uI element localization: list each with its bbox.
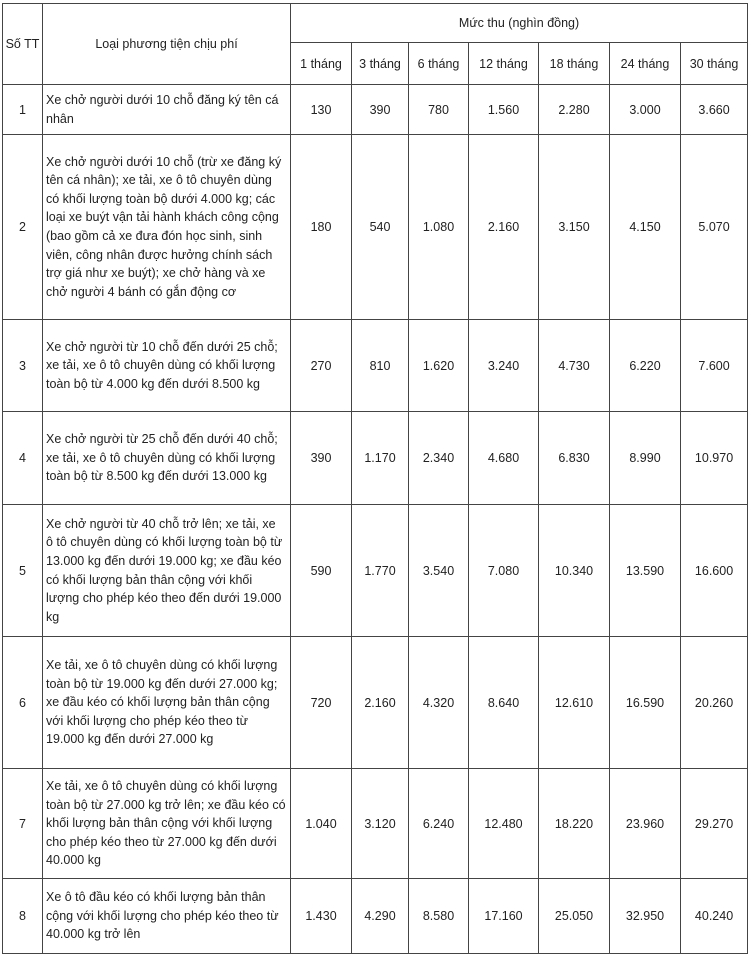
- row-fee-value: 390: [291, 412, 352, 505]
- table-body: [3, 85, 748, 954]
- row-stt: 3: [3, 320, 43, 412]
- row-fee-value: 29.270: [681, 769, 748, 879]
- row-fee-value: 17.160: [469, 879, 539, 954]
- header-period: 30 tháng: [681, 43, 748, 85]
- row-stt: 4: [3, 412, 43, 505]
- row-fee-value: 1.770: [352, 505, 409, 637]
- row-vehicle-description: Xe chở người từ 10 chỗ đến dưới 25 chỗ; xe tải, xe ô tô chuyên dùng có khối lượng toàn bộ từ 4.000 kg đến dưới 8.500 kg: [43, 320, 291, 412]
- row-fee-value: 10.970: [681, 412, 748, 505]
- table-header-row: [3, 4, 748, 43]
- row-fee-value: 2.160: [352, 637, 409, 769]
- header-period: 3 tháng: [352, 43, 409, 85]
- row-fee-value: 10.340: [539, 505, 610, 637]
- header-period: 6 tháng: [409, 43, 469, 85]
- row-fee-value: 390: [352, 85, 409, 135]
- row-fee-value: 40.240: [681, 879, 748, 954]
- header-period: 18 tháng: [539, 43, 610, 85]
- header-period: 1 tháng: [291, 43, 352, 85]
- fee-table: [2, 3, 748, 954]
- row-fee-value: 1.620: [409, 320, 469, 412]
- row-fee-value: 4.150: [610, 135, 681, 320]
- row-fee-value: 180: [291, 135, 352, 320]
- row-fee-value: 3.150: [539, 135, 610, 320]
- header-fee-group-label: Mức thu: [458, 16, 505, 30]
- row-vehicle-description: Xe ô tô đầu kéo có khối lượng bản thân cộng với khối lượng cho phép kéo theo từ 40.000 kg trở lên: [43, 879, 291, 954]
- row-fee-value: 25.050: [539, 879, 610, 954]
- row-fee-value: 2.280: [539, 85, 610, 135]
- row-stt: 5: [3, 505, 43, 637]
- row-fee-value: 20.260: [681, 637, 748, 769]
- row-fee-value: 3.000: [610, 85, 681, 135]
- row-fee-value: 4.290: [352, 879, 409, 954]
- header-period: 24 tháng: [610, 43, 681, 85]
- row-fee-value: 780: [409, 85, 469, 135]
- row-fee-value: 16.600: [681, 505, 748, 637]
- row-fee-value: 270: [291, 320, 352, 412]
- row-fee-value: 6.240: [409, 769, 469, 879]
- row-vehicle-description: Xe chở người dưới 10 chỗ đăng ký tên cá nhân: [43, 85, 291, 135]
- row-fee-value: 590: [291, 505, 352, 637]
- row-fee-value: 3.540: [409, 505, 469, 637]
- row-fee-value: 7.600: [681, 320, 748, 412]
- row-fee-value: 12.610: [539, 637, 610, 769]
- row-fee-value: 13.590: [610, 505, 681, 637]
- row-fee-value: 7.080: [469, 505, 539, 637]
- row-fee-value: 8.990: [610, 412, 681, 505]
- row-fee-value: 1.560: [469, 85, 539, 135]
- header-fee-unit: (nghìn đồng): [508, 16, 580, 30]
- row-fee-value: 32.950: [610, 879, 681, 954]
- row-fee-value: 1.170: [352, 412, 409, 505]
- row-fee-value: 4.730: [539, 320, 610, 412]
- row-fee-value: 8.580: [409, 879, 469, 954]
- row-stt: 8: [3, 879, 43, 954]
- row-vehicle-description: Xe tải, xe ô tô chuyên dùng có khối lượng toàn bộ từ 19.000 kg đến dưới 27.000 kg; xe đầu kéo có khối lượng bản thân cộng với khối lượng cho phép kéo theo từ 19.000 kg đến dưới 27.000 kg: [43, 637, 291, 769]
- row-fee-value: 5.070: [681, 135, 748, 320]
- row-stt: 2: [3, 135, 43, 320]
- row-fee-value: 6.220: [610, 320, 681, 412]
- row-fee-value: 8.640: [469, 637, 539, 769]
- table-row: [3, 135, 748, 320]
- row-stt: 7: [3, 769, 43, 879]
- row-fee-value: 3.660: [681, 85, 748, 135]
- row-fee-value: 2.160: [469, 135, 539, 320]
- row-fee-value: 4.680: [469, 412, 539, 505]
- row-fee-value: 720: [291, 637, 352, 769]
- row-fee-value: 1.040: [291, 769, 352, 879]
- row-fee-value: 130: [291, 85, 352, 135]
- table-row: [3, 637, 748, 769]
- row-stt: 6: [3, 637, 43, 769]
- table-row: [3, 320, 748, 412]
- header-vehicle-type: Loại phương tiện chịu phí: [43, 4, 291, 85]
- row-vehicle-description: Xe chở người từ 25 chỗ đến dưới 40 chỗ; xe tải, xe ô tô chuyên dùng có khối lượng toàn bộ từ 8.500 kg đến dưới 13.000 kg: [43, 412, 291, 505]
- row-fee-value: 540: [352, 135, 409, 320]
- row-fee-value: 12.480: [469, 769, 539, 879]
- row-vehicle-description: Xe tải, xe ô tô chuyên dùng có khối lượng toàn bộ từ 27.000 kg trở lên; xe đầu kéo có khối lượng bản thân cộng với khối lượng cho phép kéo theo từ 27.000 kg đến dưới 40.000 kg: [43, 769, 291, 879]
- table-row: [3, 769, 748, 879]
- table-row: [3, 412, 748, 505]
- row-fee-value: 2.340: [409, 412, 469, 505]
- row-fee-value: 16.590: [610, 637, 681, 769]
- row-vehicle-description: Xe chở người dưới 10 chỗ (trừ xe đăng ký tên cá nhân); xe tải, xe ô tô chuyên dùng có khối lượng toàn bộ dưới 4.000 kg; các loại xe buýt vận tải hành khách công cộng (bao gồm cả xe đưa đón học sinh, sinh viên, công nhân được hưởng chính sách trợ giá như xe buýt); xe chở hàng và xe chở người 4 bánh có gắn động cơ: [43, 135, 291, 320]
- header-stt: Số TT: [3, 4, 43, 85]
- table-row: [3, 879, 748, 954]
- row-fee-value: 3.240: [469, 320, 539, 412]
- table-row: [3, 505, 748, 637]
- row-fee-value: 6.830: [539, 412, 610, 505]
- row-fee-value: 810: [352, 320, 409, 412]
- row-vehicle-description: Xe chở người từ 40 chỗ trở lên; xe tải, xe ô tô chuyên dùng có khối lượng toàn bộ từ 13.000 kg đến dưới 19.000 kg; xe đầu kéo có khối lượng bản thân cộng với khối lượng cho phép kéo theo đến dưới 19.000 kg: [43, 505, 291, 637]
- row-fee-value: 23.960: [610, 769, 681, 879]
- row-fee-value: 18.220: [539, 769, 610, 879]
- row-fee-value: 1.080: [409, 135, 469, 320]
- row-fee-value: 4.320: [409, 637, 469, 769]
- row-fee-value: 3.120: [352, 769, 409, 879]
- row-stt: 1: [3, 85, 43, 135]
- header-period: 12 tháng: [469, 43, 539, 85]
- table-row: [3, 85, 748, 135]
- row-fee-value: 1.430: [291, 879, 352, 954]
- header-fee-group: [291, 4, 748, 43]
